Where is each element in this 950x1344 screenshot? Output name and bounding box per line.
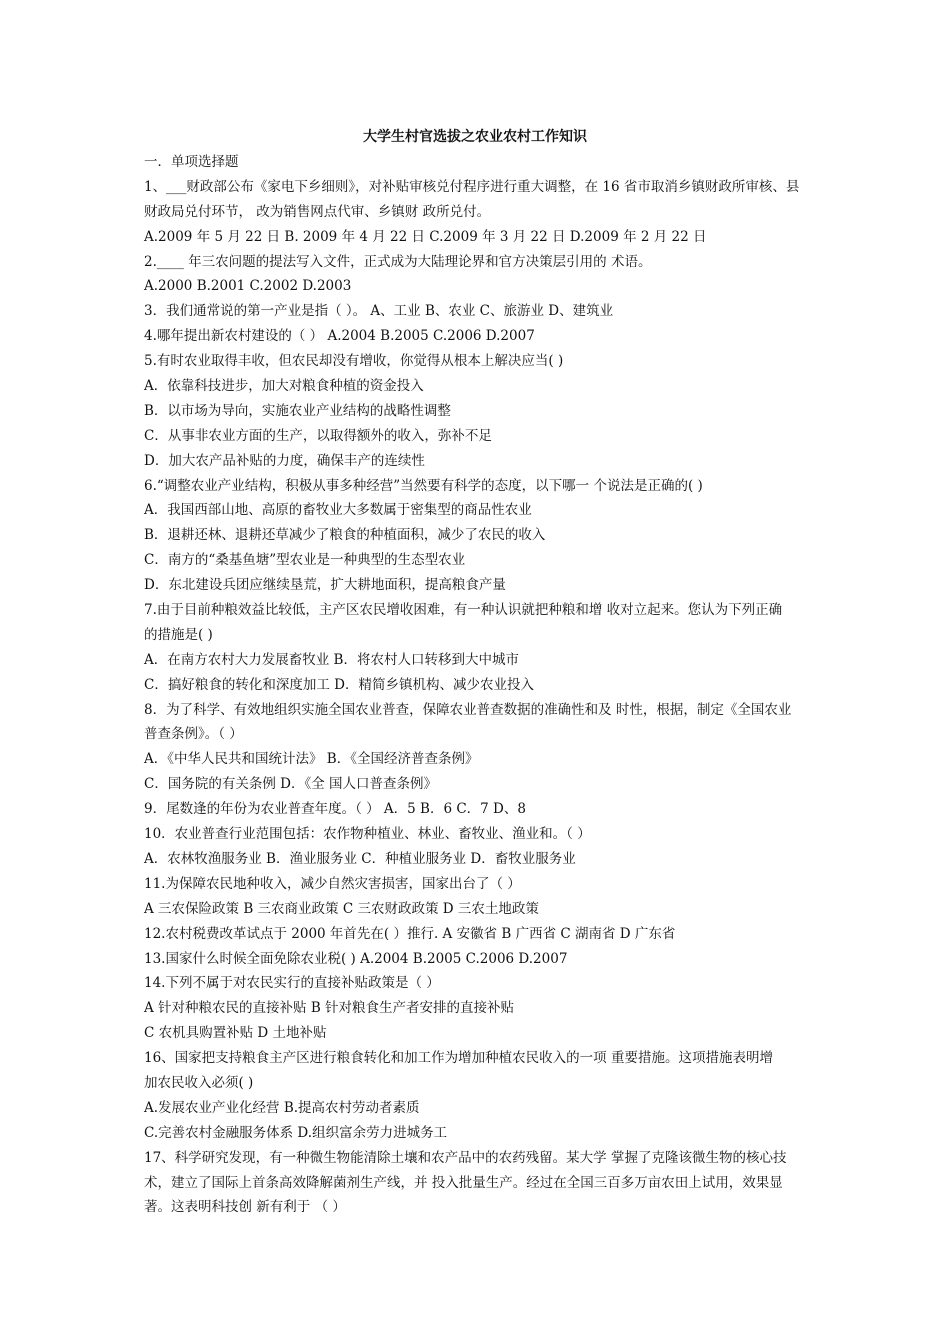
text-line: A 三农保险政策 B 三农商业政策 C 三农财政政策 D 三农土地政策 <box>144 900 539 917</box>
text-line: B．退耕还林、退耕还草减少了粮食的种植面积，减少了农民的收入 <box>144 527 546 544</box>
text-line: 普查条例》。（ ） <box>144 726 243 743</box>
text-line: 10．农业普查行业范围包括：农作物种植业、林业、畜牧业、渔业和。（ ） <box>144 826 591 843</box>
text-line: D．东北建设兵团应继续垦荒，扩大耕地面积，提高粮食产量 <box>144 577 506 594</box>
text-line: C．搞好粮食的转化和深度加工 D．精简乡镇机构、减少农业投入 <box>144 676 534 693</box>
text-line: 3．我们通常说的第一产业是指（ ）。 A、工业 B、农业 C、旅游业 D、建筑业 <box>144 303 614 320</box>
text-line: 1、___财政部公布《家电下乡细则》，对补贴审核兑付程序进行重大调整，在 16 省市取消乡镇财政所审核、县 <box>144 178 800 195</box>
text-line: 5.有时农业取得丰收，但农民却没有增收，你觉得从根本上解决应当( ) <box>144 353 564 370</box>
text-line: 11.为保障农民地种收入，减少自然灾害损害，国家出台了（ ） <box>144 875 521 892</box>
text-line: C．南方的“桑基鱼塘”型农业是一种典型的生态型农业 <box>144 552 466 569</box>
text-line: 17、科学研究发现，有一种微生物能清除土壤和农产品中的农药残留。某大学 掌握了克隆该微生物的核心技 <box>144 1149 787 1166</box>
text-line: 4.哪年提出新农村建设的（ ） A.2004 B.2005 C.2006 D.2007 <box>144 328 535 345</box>
text-line: 7.由于目前种粮效益比较低，主产区农民增收困难，有一种认识就把种粮和增 收对立起来。您认为下列正确 <box>144 602 783 619</box>
text-line: 6.“调整农业产业结构，积极从事多种经营”当然要有科学的态度，以下哪一 个说法是正确的( ) <box>144 477 703 494</box>
text-line: A．《中华人民共和国统计法》 B．《全国经济普查条例》 <box>144 751 479 768</box>
text-line: A.2009 年 5 月 22 日 B. 2009 年 4 月 22 日 C.2009 年 3 月 22 日 D.2009 年 2 月 22 日 <box>144 228 707 245</box>
text-line: 加农民收入必须( ) <box>144 1074 254 1091</box>
text-line: 13.国家什么时候全面免除农业税( ) A.2004 B.2005 C.2006 D.2007 <box>144 950 568 967</box>
text-line: A.2000 B.2001 C.2002 D.2003 <box>144 278 352 295</box>
text-line: 8．为了科学、有效地组织实施全国农业普查，保障农业普查数据的准确性和及 时性，根据，制定《全国农业 <box>144 701 792 718</box>
text-line: A 针对种粮农民的直接补贴 B 针对粮食生产者安排的直接补贴 <box>144 1000 515 1017</box>
text-line: 12.农村税费改革试点于 2000 年首先在( ）推行. A 安徽省 B 广西省 C 湖南省 D 广东省 <box>144 925 676 942</box>
text-line: 9．尾数逢的年份为农业普查年度。（ ） A．5 B．6 C．7 D、8 <box>144 801 526 818</box>
text-line: A.发展农业产业化经营 B.提高农村劳动者素质 <box>144 1099 420 1116</box>
text-line: 术，建立了国际上首条高效降解菌剂生产线，并 投入批量生产。经过在全国三百多万亩农田上试用，效果显 <box>144 1174 783 1191</box>
text-line: C．国务院的有关条例 D．《全 国人口普查条例》 <box>144 776 437 793</box>
text-line: 14.下列不属于对农民实行的直接补贴政策是（ ） <box>144 975 440 992</box>
text-line: C 农机具购置补贴 D 土地补贴 <box>144 1025 327 1042</box>
text-line: A．依靠科技进步，加大对粮食种植的资金投入 <box>144 378 424 395</box>
text-line: 16、国家把支持粮食主产区进行粮食转化和加工作为增加种植农民收入的一项 重要措施。这项措施表明增 <box>144 1050 773 1067</box>
text-line: B．以市场为导向，实施农业产业结构的战略性调整 <box>144 402 451 419</box>
text-line: A．我国西部山地、高原的畜牧业大多数属于密集型的商品性农业 <box>144 502 532 519</box>
text-line: 2.____ 年三农问题的提法写入文件，正式成为大陆理论界和官方决策层引用的 术语。 <box>144 253 652 270</box>
text-line: A．农林牧渔服务业 B．渔业服务业 C．种植业服务业 D．畜牧业服务业 <box>144 850 576 867</box>
text-line: A．在南方农村大力发展畜牧业 B．将农村人口转移到大中城市 <box>144 651 519 668</box>
document-title: 大学生村官选拔之农业农村工作知识 <box>363 129 587 145</box>
text-line: D．加大农产品补贴的力度，确保丰产的连续性 <box>144 452 425 469</box>
text-line: 财政局兑付环节， 改为销售网点代审、乡镇财 政所兑付。 <box>144 203 491 220</box>
text-line: 一．单项选择题 <box>144 154 239 170</box>
document-body <box>144 150 812 1220</box>
text-line: 著。这表明科技创 新有利于 （ ） <box>144 1199 346 1216</box>
text-line: C.完善农村金融服务体系 D.组织富余劳力进城务工 <box>144 1124 448 1141</box>
text-line: C．从事非农业方面的生产，以取得额外的收入，弥补不足 <box>144 427 492 444</box>
text-line: 的措施是( ) <box>144 626 213 643</box>
